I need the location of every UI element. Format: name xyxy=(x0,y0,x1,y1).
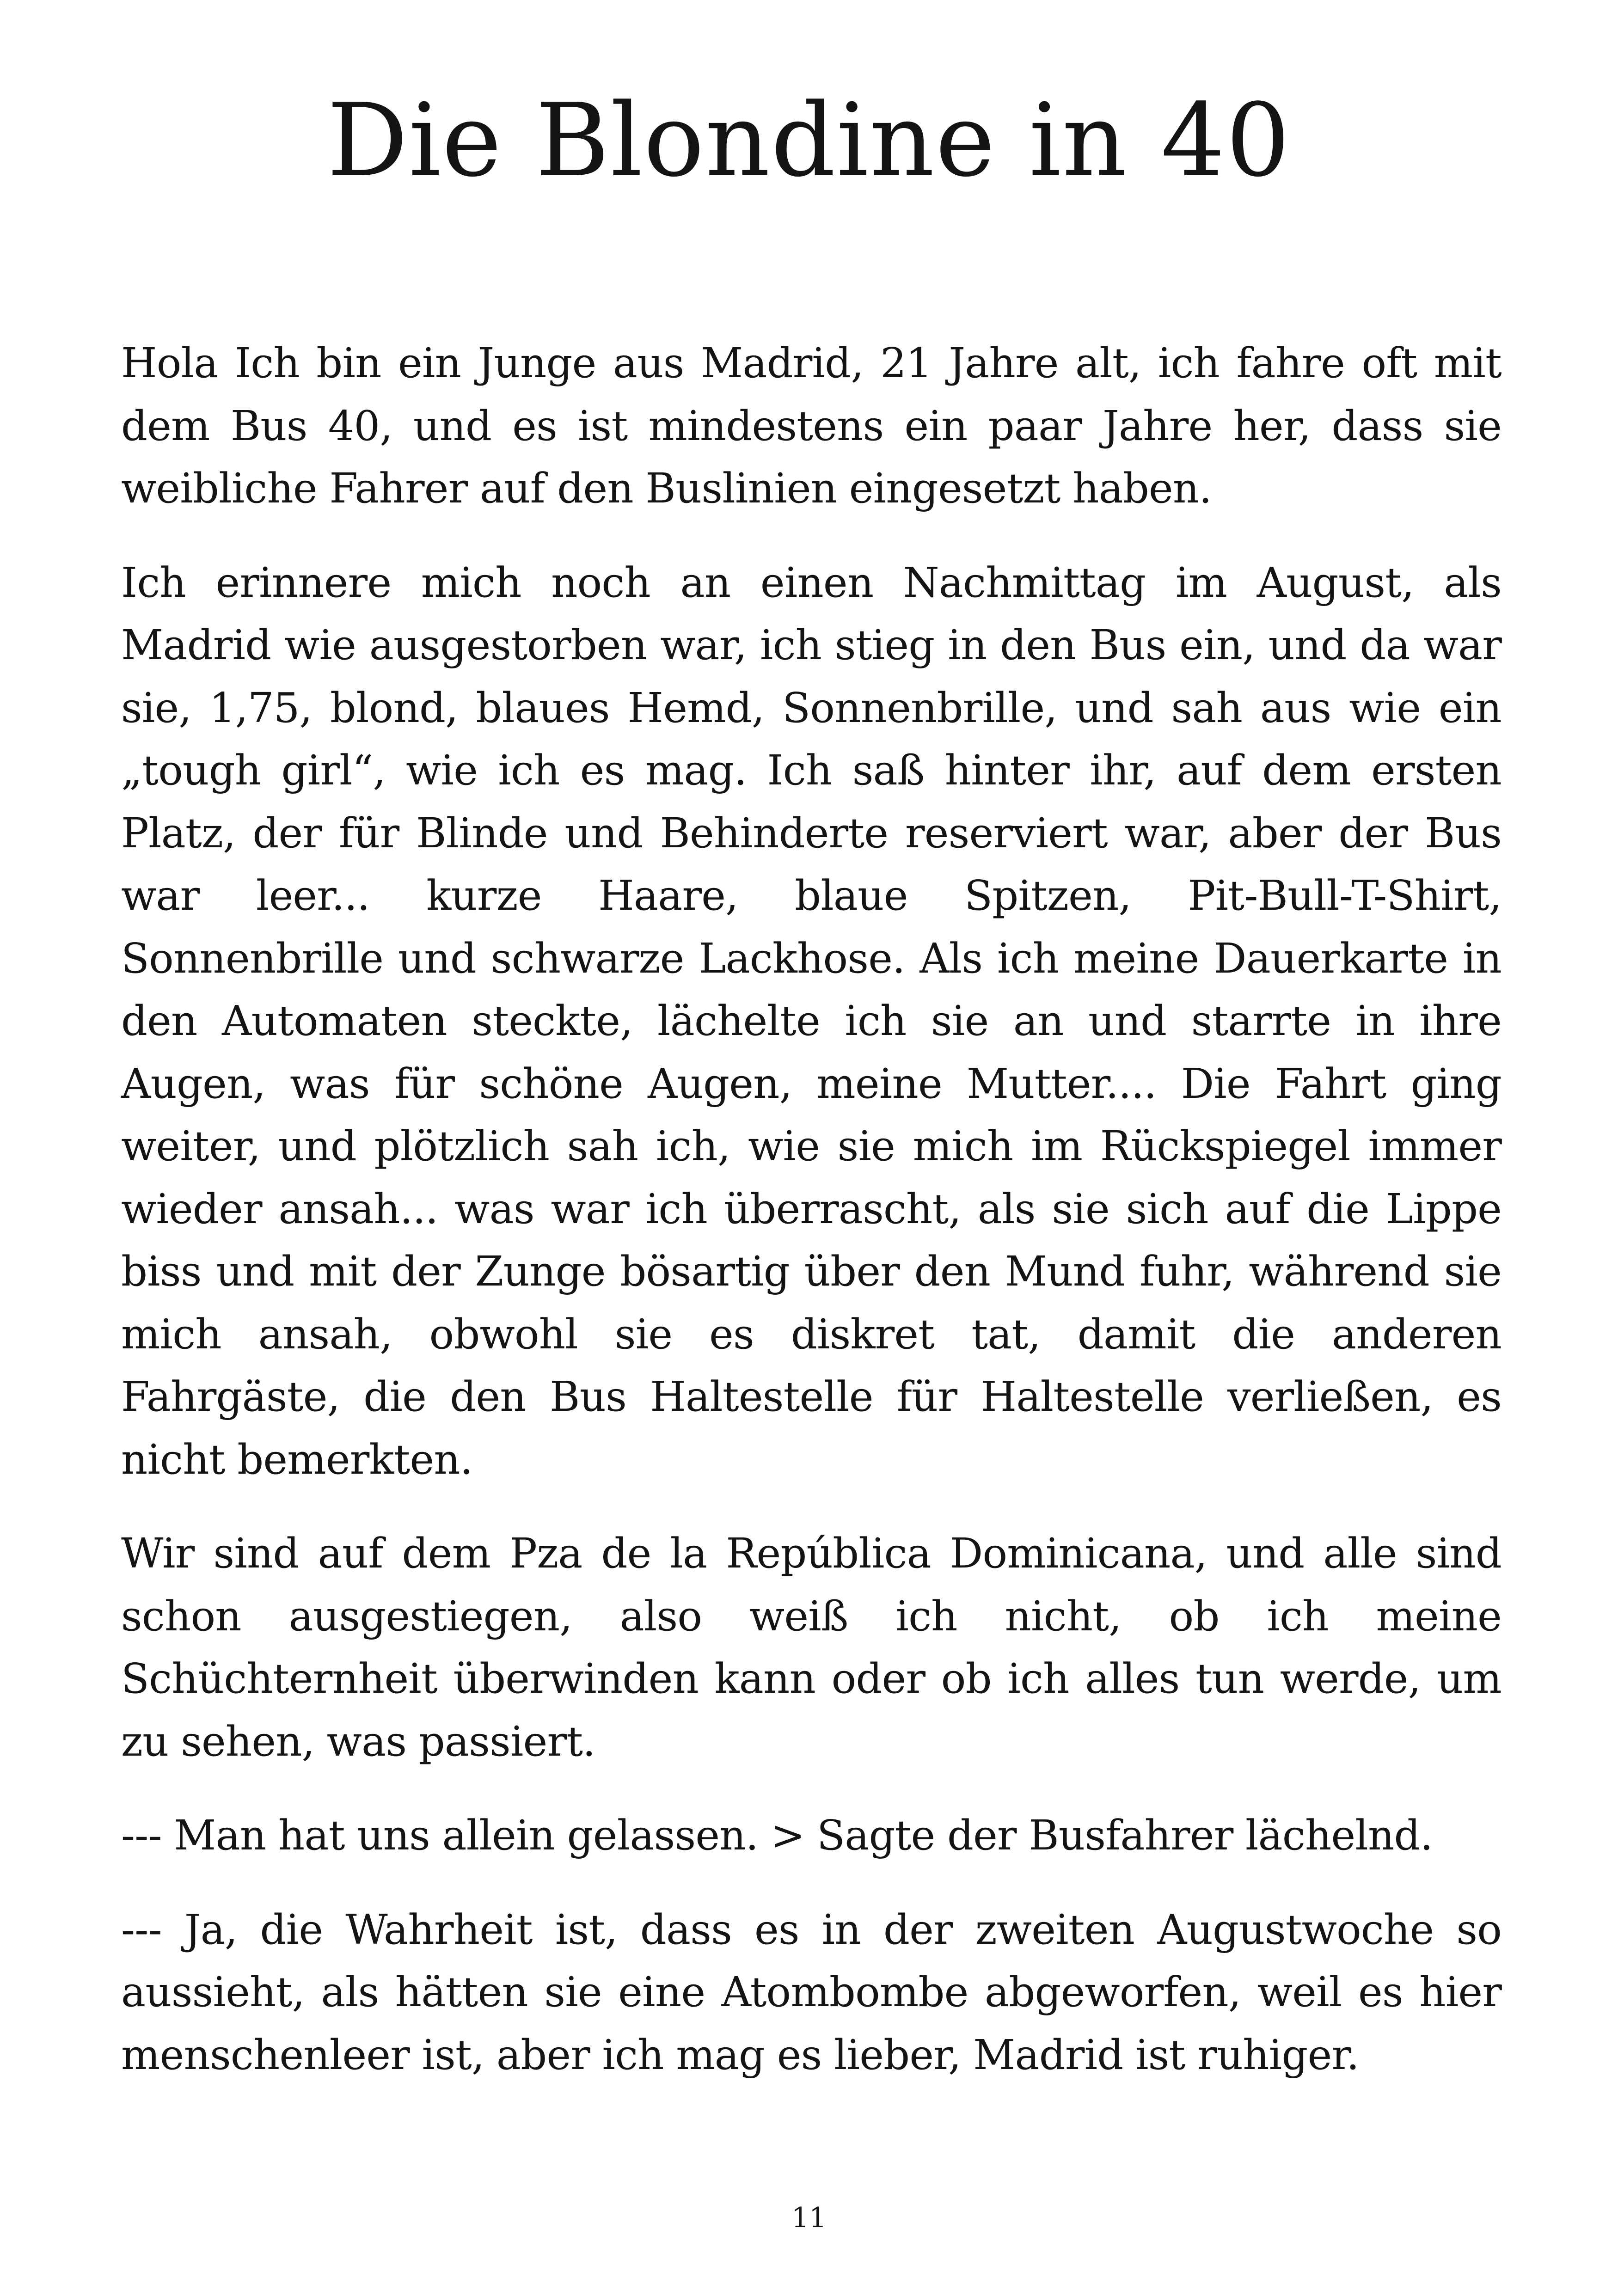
paragraph-5: --- Ja, die Wahrheit ist, dass es in der zweiten Augustwoche so aussieht, als hätten sie eine Atombombe abgeworfen, weil es hier menschenleer ist, aber ich mag es lieber, Madrid ist ruhiger. xyxy=(121,1905,1502,2079)
page-title: Die Blondine in 40 xyxy=(327,82,1291,199)
paragraph-1: Hola Ich bin ein Junge aus Madrid, 21 Jahre alt, ich fahre oft mit dem Bus 40, und es ist mindestens ein paar Jahre her, dass sie weibliche Fahrer auf den Buslinien eingesetzt haben. xyxy=(121,339,1502,512)
body-text xyxy=(121,332,1502,2118)
paragraph-4: --- Man hat uns allein gelassen. > Sagte der Busfahrer lächelnd. xyxy=(121,1811,1433,1859)
page-number: 11 xyxy=(791,2202,827,2234)
paragraph-3: Wir sind auf dem Pza de la República Dominicana, und alle sind schon ausgestiegen, also weiß ich nicht, ob ich meine Schüchternheit überwinden kann oder ob ich alles tun werde, um zu sehen, was passiert. xyxy=(121,1529,1502,1765)
paragraph-2: Ich erinnere mich noch an einen Nachmittag im August, als Madrid wie ausgestorben war, ich stieg in den Bus ein, und da war sie, 1,75, blond, blaues Hemd, Sonnenbrille, und sah aus wie ein „tough girl“, wie ich es mag. Ich saß hinter ihr, auf dem ersten Platz, der für Blinde und Behinderte reserviert war, aber der Bus war leer... kurze Haare, blaue Spitzen, Pit-Bull-T-Shirt, Sonnenbrille und schwarze Lackhose. Als ich meine Dauerkarte in den Automaten steckte, lächelte ich sie an und starrte in ihre Augen, was für schöne Augen, meine Mutter.... Die Fahrt ging weiter, und plötzlich sah ich, wie sie mich im Rückspiegel immer wieder ansah... was war ich überrascht, als sie sich auf die Lippe biss und mit der Zunge bösartig über den Mund fuhr, während sie mich ansah, obwohl sie es diskret tat, damit die anderen Fahrgäste, die den Bus Haltestelle für Haltestelle verließen, es nicht bemerkten. xyxy=(121,558,1502,1483)
